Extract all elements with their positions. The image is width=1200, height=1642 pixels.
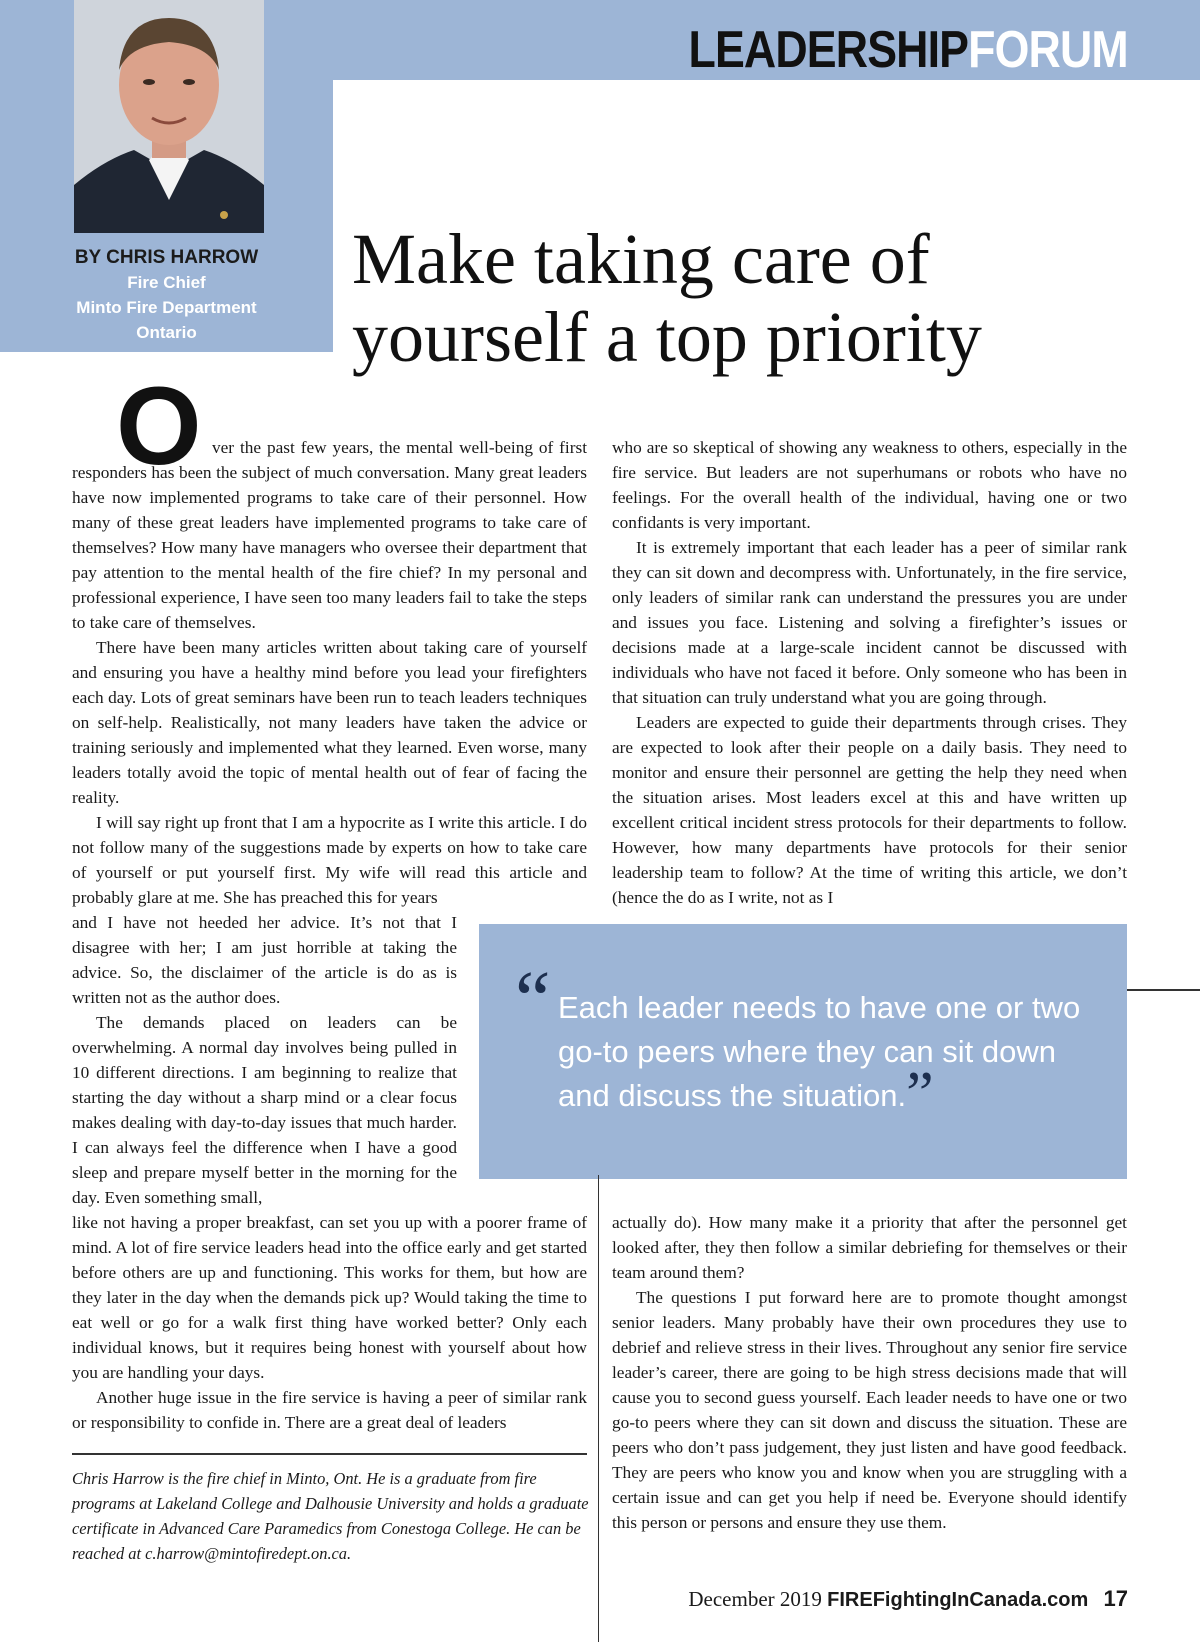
pull-quote-text: Each leader needs to have one or two go-to peers where they can sit down and discuss the situation. — [558, 990, 1081, 1113]
paragraph: There have been many articles written about taking care of yourself and ensuring you have a healthy mind before you lead your firefighters each day. Lots of great seminars have been run to teach leaders techniques on self-help. Realistically, not many leaders have taken the advice or training seriously and implemented what they learned. Even worse, many leaders totally avoid the topic of mental health out of fear of facing the reality. — [72, 638, 587, 807]
paragraph: The demands placed on leaders can be overwhelming. A normal day involves being pulled in 10 different directions. I am beginning to realize that starting the day without a sharp mind or a clear focus makes dealing with day-to-day issues that much harder. I can always feel the difference when I have a good sleep and prepare myself better in the morning for the day. Even something small, — [72, 1013, 457, 1207]
paragraph: actually do). How many make it a priority that after the personnel get looked after, they then follow a similar debriefing for themselves or their team around them? — [612, 1213, 1127, 1282]
page-number: 17 — [1103, 1586, 1128, 1611]
author-bio: Chris Harrow is the fire chief in Minto, Ont. He is a graduate from fire programs at Lakeland College and Dalhousie University and holds a graduate certificate in Advanced Care Paramedics from Conestoga College. He can be reached at c.harrow@mintofiredept.on.ca. — [72, 1469, 589, 1563]
bio-divider — [72, 1453, 587, 1455]
author-name: BY CHRIS HARROW — [74, 247, 259, 268]
paragraph: like not having a proper breakfast, can set you up with a poorer frame of mind. A lot of fire service leaders head into the office early and get started before others are up and functioning. This works for them, but how are they later in the day when the demands pick up? Would taking the time to eat well or go for a walk first thing have worked better? Only each individual knows, but it requires being honest with yourself about how you are handling your days. — [72, 1213, 587, 1382]
body-column-right-bottom — [612, 1210, 1127, 1535]
paragraph: I will say right up front that I am a hypocrite as I write this article. I do not follow many of the suggestions made by experts on how to take care of yourself or put yourself first. My wife will read this article and probably glare at me. She has preached this for years — [72, 813, 587, 907]
headline-line-1: Make taking care of — [352, 219, 930, 299]
open-quote-icon: “ — [515, 956, 551, 1044]
author-province: Ontario — [136, 323, 197, 342]
pull-quote-rule — [1127, 989, 1200, 991]
body-column-left-bottom — [72, 1210, 587, 1435]
author-photo — [74, 0, 264, 233]
body-column-right-top — [612, 435, 1127, 910]
body-column-left-top — [72, 435, 587, 910]
column-divider — [598, 1175, 599, 1642]
paragraph: Leaders are expected to guide their departments through crises. They are expected to look after their people on a daily basis. They need to monitor and ensure their personnel are getting the help they need when the situation arises. Most leaders excel at this and have written up excellent critical incident stress protocols for their departments to follow. However, how many departments have protocols for their senior leadership team to follow? At the time of writing this article, we don’t (hence the do as I write, not as I — [612, 713, 1127, 907]
author-department: Minto Fire Department — [76, 298, 257, 317]
headline-line-2: yourself a top priority — [352, 297, 982, 377]
section-title-dark: LEADERSHIP — [688, 21, 969, 79]
paragraph: and I have not heeded her advice. It’s not that I disagree with her; I am just horrible at taking the advice. So, the disclaimer of the article is do as is written not as the author does. — [72, 913, 457, 1007]
paragraph: The questions I put forward here are to promote thought amongst senior leaders. Many probably have their own procedures they use to debrief and relieve stress in their lives. Throughout any senior fire service leader’s career, there are going to be high stress decisions made that will cause you to second guess yourself. Each leader needs to have one or two go-to peers where they can sit down and discuss the situation. These are peers who don’t pass judgement, they just listen and have good feedback. They are peers who know you and know when you are struggling with a certain issue and can get you help if need be. Everyone should identify this person or persons and ensure they use them. — [612, 1288, 1127, 1532]
paragraph: ver the past few years, the mental well-being of first responders has been the subject of much conversation. Many great leaders have now implemented programs to take care of their personnel. How many of these great leaders have implemented programs to take care of themselves? How many have managers who oversee their department that pay attention to the mental health of the fire chief? In my personal and professional experience, I have seen too many leaders fail to take the steps to take care of themselves. — [72, 438, 587, 632]
author-title: Fire Chief — [127, 273, 206, 292]
paragraph: It is extremely important that each leader has a peer of similar rank they can sit down and decompress with. Unfortunately, in the fire service, only leaders of similar rank can understand the pressures you are under and issues you face. Listening and solving a firefighter’s issues or decisions made at a large-scale incident cannot be discussed with individuals who have not faced it before. Only someone who has been in that situation can truly understand what you are going through. — [612, 538, 1127, 707]
portrait-graphic — [74, 0, 264, 233]
paragraph: Another huge issue in the fire service is having a peer of similar rank or responsibility to confide in. There are a great deal of leaders — [72, 1388, 587, 1432]
issue-date: December 2019 — [688, 1587, 822, 1611]
close-quote-icon: ” — [906, 1060, 934, 1128]
body-column-left-mid — [72, 910, 457, 1210]
section-title-light: FORUM — [968, 21, 1128, 79]
section-title — [688, 21, 1128, 79]
drop-cap: O — [116, 365, 202, 488]
website-link[interactable]: FIREFightingInCanada.com — [827, 1589, 1089, 1611]
pull-quote — [558, 986, 1098, 1128]
paragraph: who are so skeptical of showing any weakness to others, especially in the fire service. But leaders are not superhumans or robots who have no feelings. For the overall health of the individual, having one or two confidants is very important. — [612, 438, 1127, 532]
article-headline — [352, 220, 1112, 376]
page-footer — [688, 1586, 1128, 1612]
